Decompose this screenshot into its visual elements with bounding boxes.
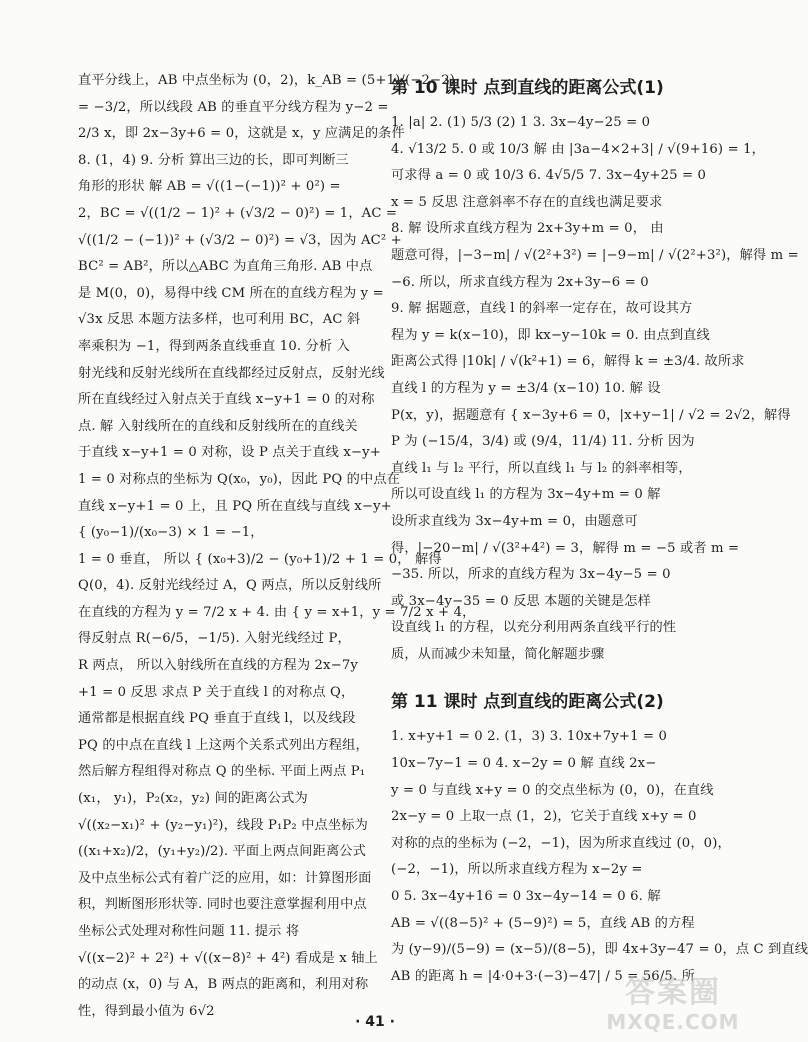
text-line: 通常都是根据直线 PQ 垂直于直线 l，以及线段 (78, 711, 356, 727)
text-line: AB = √((8−5)² + (5−9)²) = 5，直线 AB 的方程 (391, 915, 695, 931)
text-line: 率乘积为 −1，得到两条直线垂直 10. 分析 入 (78, 338, 350, 354)
text-line: √((1/2 − (−1))² + (√3/2 − 0)²) = √3，因为 AC² + (78, 232, 402, 248)
text-line: (−2，−1)，所以所求直线方程为 x−2y = (391, 862, 643, 878)
text-line: 2，BC = √((1/2 − 1)² + (√3/2 − 0)²) = 1，AC = (78, 205, 398, 221)
lesson-11-answers (391, 724, 808, 990)
text-line: 1 = 0 垂直， 所以 { (x₀+3)/2 − (y₀+1)/2 + 1 = 0， 解得 (78, 551, 442, 567)
text-line: 坐标公式处理对称性问题 11. 提示 将 (78, 924, 300, 939)
text-line: 直平分线上，AB 中点坐标为 (0，2)，k_AB = (5+1)/(−2−2) (78, 73, 456, 88)
text-line: P 为 (−15/4，3/4) 或 (9/4，11/4) 11. 分析 因为 (391, 434, 695, 450)
text-line: 直线 l 的方程为 y = ±3/4 (x−10) 10. 解 设 (391, 380, 661, 396)
text-line: R 两点， 所以入射线所在直线的方程为 2x−7y (78, 658, 358, 674)
right-column (391, 68, 808, 990)
text-line: BC² = AB²，所以△ABC 为直角三角形. AB 中点 (78, 259, 373, 275)
text-line: 9. 解 据题意，直线 l 的斜率一定存在，故可设其方 (391, 301, 693, 317)
watermark-text-top: 答案圈 (625, 975, 721, 1010)
text-line: −35. 所以，所求的直线方程为 3x−4y−5 = 0 (391, 567, 671, 583)
text-line: √((x−2)² + 2²) + √((x−8)² + 4²) 看成是 x 轴上 (78, 950, 378, 966)
text-line: 性，得到最小值为 6√2 (78, 1003, 215, 1019)
text-line: x = 5 反思 注意斜率不存在的直线也满足要求 (391, 194, 663, 210)
text-line: { (y₀−1)/(x₀−3) × 1 = −1， (78, 525, 264, 541)
text-line: 8. 解 设所求直线方程为 2x+3y+m = 0， 由 (391, 221, 664, 237)
text-line: 得反射点 R(−6/5，−1/5). 入射光线经过 P， (78, 631, 351, 647)
text-line: 的动点 (x，0) 与 A，B 两点的距离和，利用对称 (78, 977, 369, 993)
text-line: 直线 l₁ 与 l₂ 平行，所以直线 l₁ 与 l₂ 的斜率相等， (391, 460, 692, 476)
text-line: 所以可设直线 l₁ 的方程为 3x−4y+m = 0 解 (391, 487, 661, 503)
text-line: √3x 反思 本题方法多样，也可利用 BC，AC 斜 (78, 312, 361, 328)
text-line: −6. 所以，所求直线方程为 2x+3y−6 = 0 (391, 274, 649, 290)
text-line: = −3/2，所以线段 AB 的垂直平分线方程为 y−2 = (78, 99, 389, 115)
text-line: 于直线 x−y+1 = 0 对称，设 P 点关于直线 x−y+ (78, 445, 381, 461)
text-line: 角形的形状 解 AB = √((1−(−1))² + 0²) = (78, 179, 341, 195)
text-line: 可求得 a = 0 或 10/3 6. 4√5/5 7. 3x−4y+25 = 0 (391, 168, 707, 184)
section-heading-lesson-10: 第 10 课时 点到直线的距离公式(1) (391, 78, 664, 98)
text-line: 0 5. 3x−4y+16 = 0 3x−4y−14 = 0 6. 解 (391, 889, 661, 905)
text-line: (x₁， y₁)，P₂(x₂，y₂) 间的距离公式为 (78, 791, 308, 807)
text-line: 积，判断图形形状等. 同时也要注意掌握利用中点 (78, 897, 367, 913)
watermark-logo (603, 976, 743, 1038)
text-line: 或 3x−4y−35 = 0 反思 本题的关键是怎样 (391, 593, 651, 609)
watermark-text-bottom: MXQE.COM (606, 1010, 740, 1034)
text-line: 设直线 l₁ 的方程，以充分利用两条直线平行的性 (391, 620, 677, 636)
text-line: 1. |a| 2. (1) 5/3 (2) 1 3. 3x−4y−25 = 0 (391, 115, 651, 130)
text-line: P(x，y)，据题意有 { x−3y+6 = 0，|x+y−1| / √2 = 2√2，解得 (391, 407, 791, 423)
text-line: 2x−y = 0 上取一点 (1，2)，它关于直线 x+y = 0 (391, 809, 697, 825)
text-line: AB 的距离 h = |4·0+3·(−3)−47| / 5 = 56/5. 所 (391, 968, 695, 984)
page-number: · 41 · (355, 1014, 395, 1030)
text-line: 4. √13/2 5. 0 或 10/3 解 由 |3a−4×2+3| / √(9+16) = 1， (391, 141, 765, 157)
text-line: 在直线的方程为 y = 7/2 x + 4. 由 { y = x+1，y = 7/2 x + 4， (78, 604, 476, 620)
text-line: y = 0 与直线 x+y = 0 的交点坐标为 (0，0)，在直线 (391, 782, 714, 798)
text-line: +1 = 0 反思 求点 P 关于直线 l 的对称点 Q， (78, 684, 355, 700)
text-line: 为 (y−9)/(5−9) = (x−5)/(8−5)，即 4x+3y−47 = 0，点 C 到直线 (391, 942, 808, 958)
text-line: ((x₁+x₂)/2，(y₁+y₂)/2). 平面上两点间距离公式 (78, 844, 366, 860)
text-line: 10x−7y−1 = 0 4. x−2y = 0 解 直线 2x− (391, 756, 657, 772)
text-line: 题意可得，|−3−m| / √(2²+3²) = |−9−m| / √(2²+3²)，解得 m = (391, 247, 799, 263)
text-line: √((x₂−x₁)² + (y₂−y₁)²)，线段 P₁P₂ 中点坐标为 (78, 817, 368, 833)
text-line: 程为 y = k(x−10)，即 kx−y−10k = 0. 由点到直线 (391, 327, 710, 343)
text-line: 1. x+y+1 = 0 2. (1，3) 3. 10x+7y+1 = 0 (391, 729, 668, 745)
text-line: 设所求直线为 3x−4y+m = 0，由题意可 (391, 513, 638, 529)
section-heading-lesson-11: 第 11 课时 点到直线的距离公式(2) (391, 692, 664, 713)
text-line: 是 M(0，0)，易得中线 CM 所在的直线方程为 y = (78, 285, 384, 301)
text-line: 距离公式得 |10k| / √(k²+1) = 6，解得 k = ±3/4. 故所求 (391, 354, 745, 370)
text-line: 然后解方程组得对称点 Q 的坐标. 平面上两点 P₁ (78, 764, 366, 780)
text-line: 得，|−20−m| / √(3²+4²) = 3，解得 m = −5 或者 m = (391, 540, 740, 556)
text-line: 1 = 0 对称点的坐标为 Q(x₀，y₀)，因此 PQ 的中点在 (78, 471, 400, 487)
text-line: 点. 解 入射线所在的直线和反射线所在的直线关 (78, 418, 358, 434)
text-line: PQ 的中点在直线 l 上这两个关系式列出方程组， (78, 737, 369, 753)
text-line: 质，从而减少未知量，简化解题步骤 (391, 646, 605, 662)
text-line: 直线 x−y+1 = 0 上，且 PQ 所在直线与直线 x−y+ (78, 498, 392, 514)
text-line: 所在直线经过入射点关于直线 x−y+1 = 0 的对称 (78, 392, 375, 408)
text-line: 2/3 x，即 2x−3y+6 = 0，这就是 x，y 应满足的条件 (78, 126, 405, 142)
text-line: 对称的点的坐标为 (−2，−1)，因为所求直线过 (0，0)， (391, 835, 731, 851)
text-line: 8. (1，4) 9. 分析 算出三边的长，即可判断三 (78, 152, 349, 168)
text-line: Q(0，4). 反射光线经过 A，Q 两点，所以反射线所 (78, 578, 382, 594)
lesson-10-answers (391, 110, 799, 668)
text-line: 射光线和反射光线所在直线都经过反射点，反射光线 (78, 365, 385, 381)
text-line: 及中点坐标公式有着广泛的应用，如：计算图形面 (78, 870, 372, 886)
